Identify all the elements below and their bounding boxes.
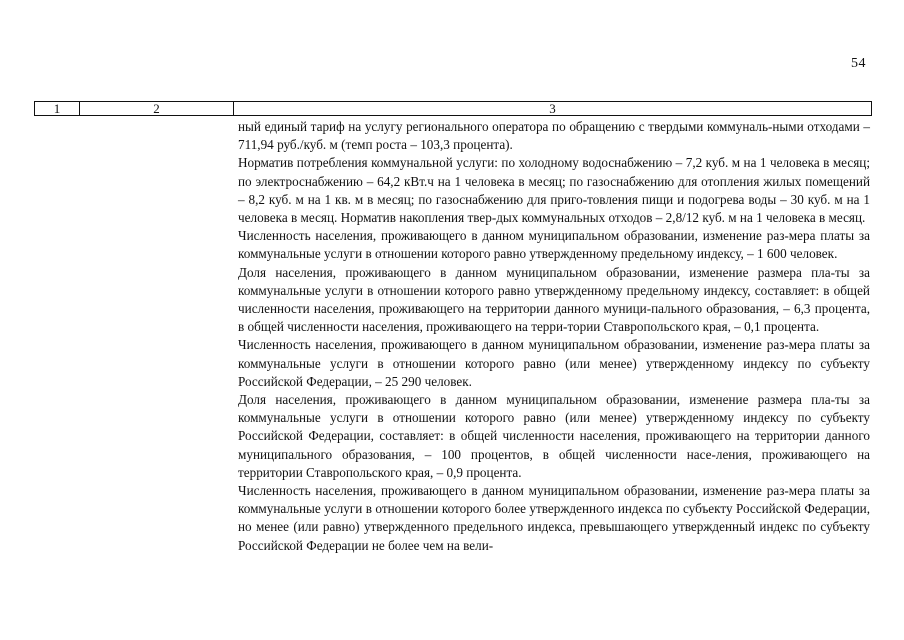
document-body	[238, 118, 870, 555]
paragraph-tariff-continuation: ный единый тариф на услугу регионального оператора по обращению с твердыми коммуналь-ными отходами – 711,94 руб./куб. м (темп роста – 103,3 процента).	[238, 119, 870, 153]
paragraph-consumption-norms: Норматив потребления коммунальной услуги: по холодному водоснабжению – 7,2 куб. м на 1 человека в месяц; по электроснабжению – 64,2 кВт.ч на 1 человека в месяц; по газоснабжению для отопления жилых помещений – 8,2 куб. м на 1 кв. м в месяц; по газоснабжению для приго-товления пищи и подогрева воды – 30 куб. м на 1 человека в месяц. Норматив накопления твер-дых коммунальных отходов – 2,8/12 куб. м на 1 человека в месяц.	[238, 155, 870, 226]
column-number-header	[34, 101, 872, 116]
page-number: 54	[851, 56, 866, 71]
paragraph-share-below-index: Доля населения, проживающего в данном муниципальном образовании, изменение размера пла-ты за коммунальные услуги в отношении которого равно (или менее) утвержденному индексу по субъекту Российской Федерации, составляет: в общей численности населения, проживающего на территории данного муниципального образования, – 100 процентов, в общей численности насе-ления, проживающего на территории Ставропольского края, – 0,9 процента.	[238, 392, 870, 480]
column-3-number: 3	[234, 102, 872, 116]
paragraph-population-below-index: Численность населения, проживающего в данном муниципальном образовании, изменение раз-мера платы за коммунальные услуги в отношении которого равно (или менее) утвержденному индексу по субъекту Российской Федерации, – 25 290 человек.	[238, 337, 870, 389]
column-1-number: 1	[35, 102, 80, 116]
paragraph-population-equal-limit: Численность населения, проживающего в данном муниципальном образовании, изменение раз-мера платы за коммунальные услуги в отношении которого равно утвержденному предельному индексу, – 1 600 человек.	[238, 228, 870, 262]
paragraph-share-equal-limit: Доля населения, проживающего в данном муниципальном образовании, изменение размера пла-ты за коммунальные услуги в отношении которого равно утвержденному предельному индексу, составляет: в общей численности населения, проживающего на территории данного муници-пального образования, – 6,3 процента, в общей численности населения, проживающего на терри-тории Ставропольского края, – 0,1 процента.	[238, 264, 870, 335]
column-2-number: 2	[80, 102, 234, 116]
paragraph-population-above-index: Численность населения, проживающего в данном муниципальном образовании, изменение раз-мера платы за коммунальные услуги в отношении которого более утвержденного индекса по субъекту Российской Федерации, но менее (или равно) утвержденного предельного индекса, превышающего утвержденный индекс по субъекту Российской Федерации не более чем на вели-	[238, 483, 870, 553]
